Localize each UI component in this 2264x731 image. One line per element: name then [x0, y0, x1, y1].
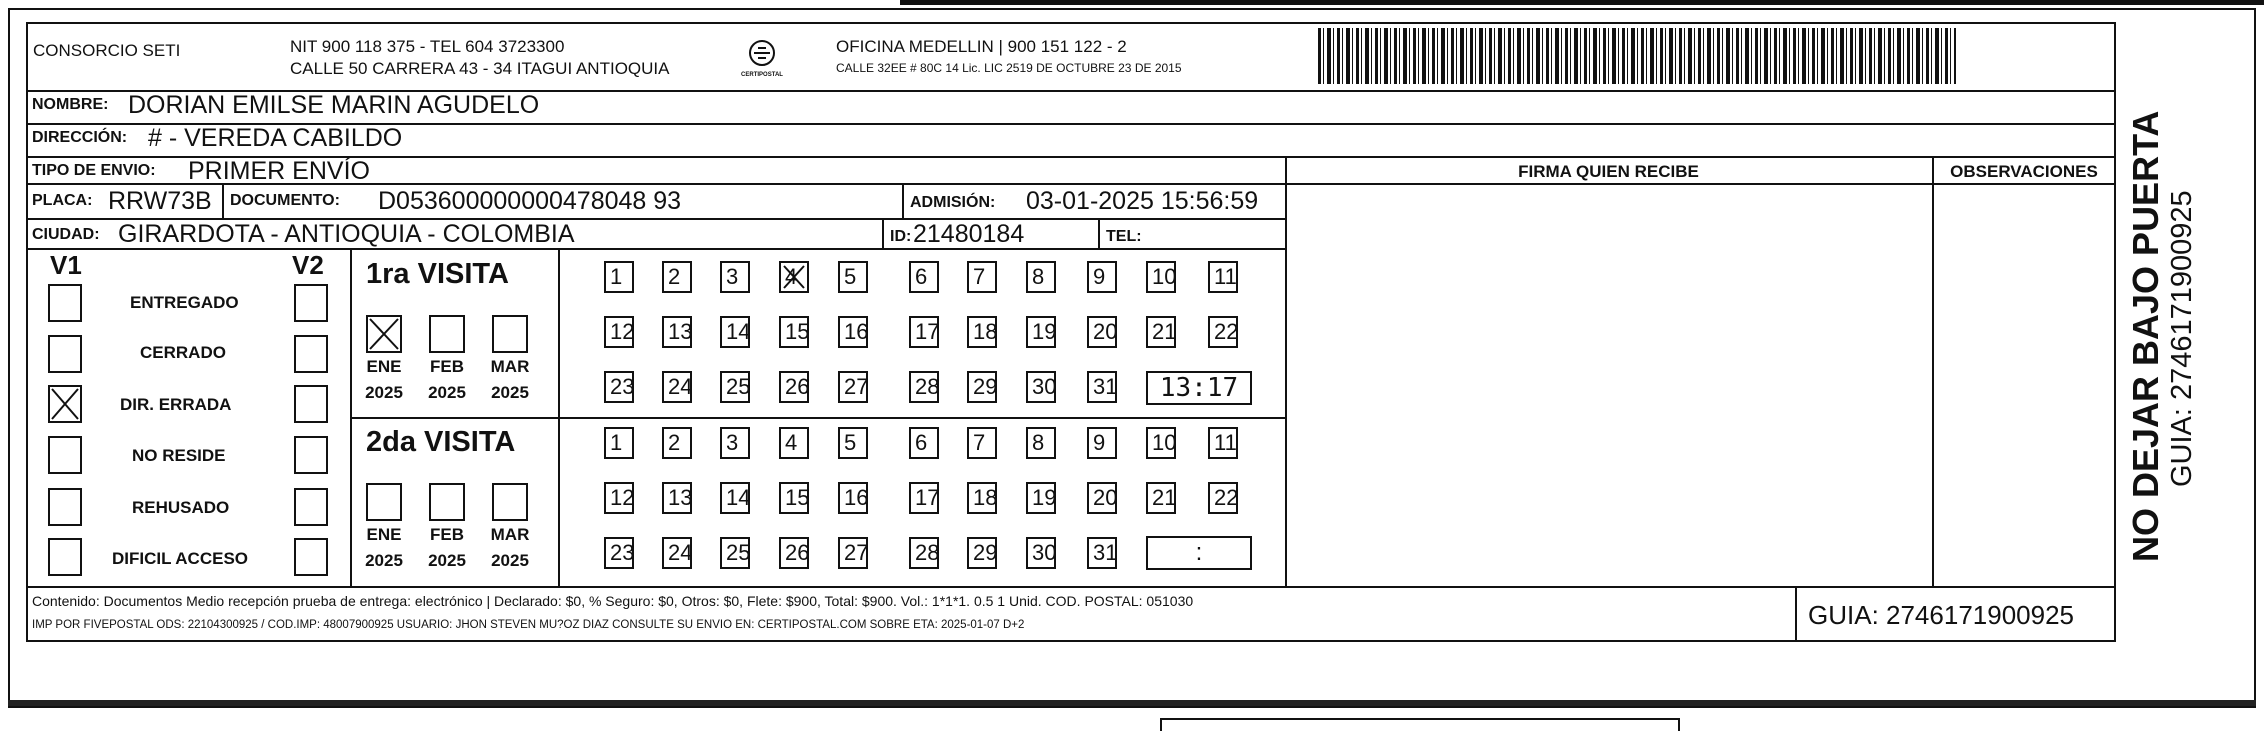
- day-number: 17: [915, 319, 940, 344]
- logo-text: CERTIPOSTAL: [741, 72, 783, 78]
- cell-divider: [882, 218, 884, 248]
- status-option: CERRADO: [140, 343, 226, 362]
- second-visit-day-box[interactable]: [1026, 427, 1056, 459]
- month-label: FEB: [430, 357, 464, 376]
- footer-guia: GUIA: 2746171900925: [1808, 600, 2074, 630]
- day-number: 7: [973, 264, 986, 289]
- first-visit-day-box[interactable]: [967, 371, 997, 403]
- second-visit-day-box[interactable]: [967, 482, 997, 514]
- cell-divider: [1098, 218, 1100, 248]
- obs-divider: [1932, 156, 1934, 586]
- first-visit-day-box[interactable]: [720, 371, 750, 403]
- first-visit-day-box[interactable]: [779, 316, 809, 348]
- nombre-label: NOMBRE:: [32, 96, 109, 113]
- first-visit-title: 1ra VISITA: [366, 258, 509, 290]
- first-visit-day-box[interactable]: [1146, 316, 1176, 348]
- documento-label: DOCUMENTO:: [230, 192, 340, 209]
- day-number: 31: [1093, 374, 1118, 399]
- day-number: 20: [1093, 485, 1118, 510]
- imp-text: IMP POR FIVEPOSTAL ODS: 22104300925 / COD.IMP: 48007900925 USUARIO: JHON STEVEN MU?OZ DIAZ CONSULTE SU ENVIO EN: CERTIPOSTAL.COM SOBRE ETA: 2025-01-07 D+2: [32, 619, 1025, 631]
- day-number: 24: [668, 540, 693, 565]
- day-number: 28: [915, 540, 940, 565]
- year-label: 2025: [491, 551, 529, 570]
- second-visit-day-box[interactable]: [779, 482, 809, 514]
- first-visit-day-box[interactable]: [779, 371, 809, 403]
- day-number: 12: [610, 485, 635, 510]
- footer-divider: [1795, 586, 1797, 642]
- contenido-text: Contenido: Documentos Medio recepción prueba de entrega: electrónico | Declarado: $0, % Seguro: $0, Otros: $0, Flete: $900, Total: $900. Vol.: 1*1*1. 0.5 1 Unid. COD. POSTAL: 051030: [32, 593, 1194, 609]
- day-number: 9: [1093, 430, 1106, 455]
- day-number: 13: [668, 319, 693, 344]
- second-visit-day-box[interactable]: [1146, 482, 1176, 514]
- second-visit-day-box[interactable]: [720, 482, 750, 514]
- second-visit-day-box[interactable]: [662, 482, 692, 514]
- first-visit-day-box[interactable]: [1208, 316, 1238, 348]
- day-number: 11: [1214, 264, 1237, 289]
- first-visit-day-box[interactable]: [662, 261, 692, 293]
- day-number: 6: [915, 430, 928, 455]
- firma-divider: [1285, 156, 1287, 586]
- first-visit-day-box[interactable]: [1146, 261, 1176, 293]
- v2-header: V2: [292, 250, 324, 280]
- v1-header: V1: [50, 250, 82, 280]
- day-number: 3: [726, 430, 739, 455]
- admision-value: 03-01-2025 15:56:59: [1026, 187, 1259, 215]
- v2-entregado-checkbox[interactable]: [294, 284, 328, 322]
- second-time-box[interactable]: [1146, 536, 1252, 570]
- month-label: MAR: [490, 357, 530, 376]
- day-number: 27: [844, 540, 869, 565]
- row-line: [26, 183, 2116, 185]
- cross-mark-icon: [781, 263, 807, 291]
- office-line: OFICINA MEDELLIN | 900 151 122 - 2: [836, 37, 1127, 56]
- day-number: 4: [785, 430, 798, 455]
- day-number: 14: [726, 485, 751, 510]
- direccion-value: # - VEREDA CABILDO: [148, 124, 403, 152]
- day-number: 24: [668, 374, 693, 399]
- first-visit-day-box[interactable]: [662, 316, 692, 348]
- v1-entregado-checkbox[interactable]: [48, 284, 82, 322]
- year-label: 2025: [428, 383, 466, 402]
- status-option: DIR. ERRADA: [120, 395, 232, 414]
- certipostal-logo: [734, 36, 790, 86]
- day-number: 2: [668, 264, 681, 289]
- second-visit-day-box[interactable]: [720, 537, 750, 569]
- v2-dir-errada-checkbox[interactable]: [294, 385, 328, 423]
- second-visit-title: 2da VISITA: [366, 426, 516, 458]
- v2-cerrado-checkbox[interactable]: [294, 335, 328, 373]
- address-line: CALLE 50 CARRERA 43 - 34 ITAGUI ANTIOQUIA: [290, 59, 670, 78]
- first-visit-day-box[interactable]: [1026, 316, 1056, 348]
- first-visit-day-box[interactable]: [909, 261, 939, 293]
- row-line: [26, 248, 1286, 250]
- day-number: 30: [1032, 540, 1057, 565]
- ciudad-value: GIRARDOTA - ANTIOQUIA - COLOMBIA: [118, 220, 575, 248]
- month-label: ENE: [366, 357, 402, 376]
- side-vertical-text: [2120, 22, 2206, 562]
- day-number: 14: [726, 319, 751, 344]
- day-number: 10: [1152, 430, 1177, 455]
- status-option: DIFICIL ACCESO: [112, 549, 249, 568]
- second-visit-day-box[interactable]: [662, 427, 692, 459]
- day-number: 18: [973, 485, 998, 510]
- first-visit-day-box[interactable]: [604, 371, 634, 403]
- second-visit-day-box[interactable]: [1208, 482, 1238, 514]
- day-number: 25: [726, 374, 751, 399]
- day-number: 8: [1032, 430, 1045, 455]
- id-value: 21480184: [913, 220, 1025, 248]
- v1-dificil-acceso-checkbox[interactable]: [48, 538, 82, 576]
- observaciones-header: OBSERVACIONES: [1950, 162, 2098, 181]
- day-number: 15: [785, 319, 810, 344]
- second-visit-day-box[interactable]: [604, 482, 634, 514]
- first-visit-day-box[interactable]: [720, 316, 750, 348]
- day-number: 11: [1214, 430, 1237, 455]
- ciudad-label: CIUDAD:: [32, 226, 100, 243]
- second-visit-day-box[interactable]: [1087, 537, 1117, 569]
- day-number: 21: [1152, 319, 1177, 344]
- footer-line: [26, 586, 2116, 588]
- first-visit-day-box[interactable]: [838, 316, 868, 348]
- first-feb-checkbox[interactable]: [429, 315, 465, 353]
- first-visit-day-box[interactable]: [779, 261, 809, 293]
- top-scan-edge: [900, 0, 2264, 5]
- first-visit-day-box[interactable]: [720, 261, 750, 293]
- day-number: 10: [1152, 264, 1177, 289]
- tel-label: TEL:: [1106, 228, 1142, 245]
- placa-label: PLACA:: [32, 192, 93, 209]
- admision-label: ADMISIÓN:: [910, 194, 996, 211]
- v2-rehusado-checkbox[interactable]: [294, 488, 328, 526]
- month-label: ENE: [366, 525, 402, 544]
- year-label: 2025: [365, 383, 403, 402]
- day-number: 1: [610, 264, 623, 289]
- status-option: REHUSADO: [132, 498, 230, 517]
- year-label: 2025: [491, 383, 529, 402]
- documento-value: D053600000000478048 93: [378, 187, 682, 215]
- nombre-value: DORIAN EMILSE MARIN AGUDELO: [128, 91, 540, 119]
- second-visit-day-box[interactable]: [1087, 482, 1117, 514]
- day-number: 30: [1032, 374, 1057, 399]
- v1-dir-errada-checkbox[interactable]: [48, 385, 82, 423]
- firma-header: FIRMA QUIEN RECIBE: [1518, 162, 1699, 181]
- first-visit-day-box[interactable]: [967, 316, 997, 348]
- day-number: 22: [1214, 319, 1239, 344]
- first-ene-checkbox[interactable]: [366, 315, 402, 353]
- second-visit-day-box[interactable]: [909, 537, 939, 569]
- v2-no-reside-checkbox[interactable]: [294, 436, 328, 474]
- second-visit-day-box[interactable]: [838, 427, 868, 459]
- second-visit-day-box[interactable]: [967, 427, 997, 459]
- v1-cerrado-checkbox[interactable]: [48, 335, 82, 373]
- first-visit-day-box[interactable]: [838, 261, 868, 293]
- day-number: 29: [973, 374, 998, 399]
- second-visit-day-box[interactable]: [720, 427, 750, 459]
- day-number: 23: [610, 540, 635, 565]
- placa-value: RRW73B: [108, 187, 212, 215]
- day-number: 23: [610, 374, 635, 399]
- second-visit-day-box[interactable]: [967, 537, 997, 569]
- day-number: 2: [668, 430, 681, 455]
- day-number: 19: [1032, 485, 1057, 510]
- second-visit-day-box[interactable]: [1026, 482, 1056, 514]
- day-number: 18: [973, 319, 998, 344]
- id-label: ID:: [890, 228, 912, 245]
- second-visit-day-box[interactable]: [909, 482, 939, 514]
- second-visit-day-box[interactable]: [1026, 537, 1056, 569]
- second-mar-checkbox[interactable]: [492, 483, 528, 521]
- month-label: MAR: [490, 525, 530, 544]
- first-visit-day-box[interactable]: [909, 316, 939, 348]
- barcode: [1318, 28, 1956, 84]
- v1-rehusado-checkbox[interactable]: [48, 488, 82, 526]
- day-number: 17: [915, 485, 940, 510]
- second-ene-checkbox[interactable]: [366, 483, 402, 521]
- day-number: 6: [915, 264, 928, 289]
- second-visit-day-box[interactable]: [604, 427, 634, 459]
- day-number: 15: [785, 485, 810, 510]
- day-number: 20: [1093, 319, 1118, 344]
- day-number: 1: [610, 430, 623, 455]
- day-number: 16: [844, 319, 869, 344]
- cell-divider: [222, 183, 224, 218]
- second-visit-day-box[interactable]: [662, 537, 692, 569]
- day-number: 12: [610, 319, 635, 344]
- second-visit-day-box[interactable]: [779, 427, 809, 459]
- status-option: NO RESIDE: [132, 446, 226, 465]
- day-number: 27: [844, 374, 869, 399]
- day-number: 21: [1152, 485, 1177, 510]
- day-number: 26: [785, 540, 810, 565]
- day-number: 13: [668, 485, 693, 510]
- second-time-value: :: [1195, 539, 1203, 566]
- year-label: 2025: [365, 551, 403, 570]
- first-visit-day-box[interactable]: [1087, 316, 1117, 348]
- day-number: 25: [726, 540, 751, 565]
- year-label: 2025: [428, 551, 466, 570]
- day-number: 5: [844, 430, 857, 455]
- second-visit-day-box[interactable]: [779, 537, 809, 569]
- tipo-value: PRIMER ENVÍO: [188, 157, 370, 185]
- day-number: 3: [726, 264, 739, 289]
- second-visit-day-box[interactable]: [1208, 427, 1238, 459]
- first-visit-day-box[interactable]: [1208, 261, 1238, 293]
- second-visit-day-box[interactable]: [1087, 427, 1117, 459]
- status-option: ENTREGADO: [130, 293, 239, 312]
- first-visit-day-box[interactable]: [1087, 371, 1117, 403]
- day-number: 4: [785, 264, 798, 289]
- first-visit-day-box[interactable]: [1087, 261, 1117, 293]
- visit-separator: [350, 417, 1285, 419]
- v2-dificil-acceso-checkbox[interactable]: [294, 538, 328, 576]
- second-visit-day-box[interactable]: [838, 537, 868, 569]
- side-guia: GUIA: 2746171900925: [2166, 190, 2198, 487]
- first-visit-day-box[interactable]: [838, 371, 868, 403]
- second-visit-day-box[interactable]: [838, 482, 868, 514]
- day-number: 31: [1093, 540, 1118, 565]
- day-number: 7: [973, 430, 986, 455]
- month-label: FEB: [430, 525, 464, 544]
- day-number: 9: [1093, 264, 1106, 289]
- day-number: 22: [1214, 485, 1239, 510]
- bottom-stub: [1160, 718, 1680, 731]
- cell-divider: [902, 183, 904, 218]
- side-title: NO DEJAR BAJO PUERTA: [2125, 110, 2166, 562]
- day-number: 26: [785, 374, 810, 399]
- company-name: CONSORCIO SETI: [33, 41, 181, 60]
- v1-no-reside-checkbox[interactable]: [48, 436, 82, 474]
- day-number: 8: [1032, 264, 1045, 289]
- day-number: 28: [915, 374, 940, 399]
- license-line: CALLE 32EE # 80C 14 Lic. LIC 2519 DE OCTUBRE 23 DE 2015: [836, 61, 1182, 75]
- first-visit-day-box[interactable]: [662, 371, 692, 403]
- second-visit-day-box[interactable]: [604, 537, 634, 569]
- day-number: 16: [844, 485, 869, 510]
- first-time-box[interactable]: [1146, 371, 1252, 405]
- first-time-value: 13:17: [1159, 373, 1239, 403]
- second-visit-day-box[interactable]: [909, 427, 939, 459]
- day-number: 5: [844, 264, 857, 289]
- first-visit-day-box[interactable]: [1026, 371, 1056, 403]
- nit-line: NIT 900 118 375 - TEL 604 3723300: [290, 37, 565, 56]
- tipo-label: TIPO DE ENVIO:: [32, 162, 156, 179]
- first-visit-day-box[interactable]: [967, 261, 997, 293]
- bottom-scan-edge: [8, 700, 2256, 706]
- first-visit-day-box[interactable]: [604, 261, 634, 293]
- direccion-label: DIRECCIÓN:: [32, 129, 128, 146]
- second-feb-checkbox[interactable]: [429, 483, 465, 521]
- day-number: 29: [973, 540, 998, 565]
- first-visit-day-box[interactable]: [604, 316, 634, 348]
- first-visit-day-box[interactable]: [1026, 261, 1056, 293]
- second-visit-day-box[interactable]: [1146, 427, 1176, 459]
- first-visit-day-box[interactable]: [909, 371, 939, 403]
- day-number: 19: [1032, 319, 1057, 344]
- first-mar-checkbox[interactable]: [492, 315, 528, 353]
